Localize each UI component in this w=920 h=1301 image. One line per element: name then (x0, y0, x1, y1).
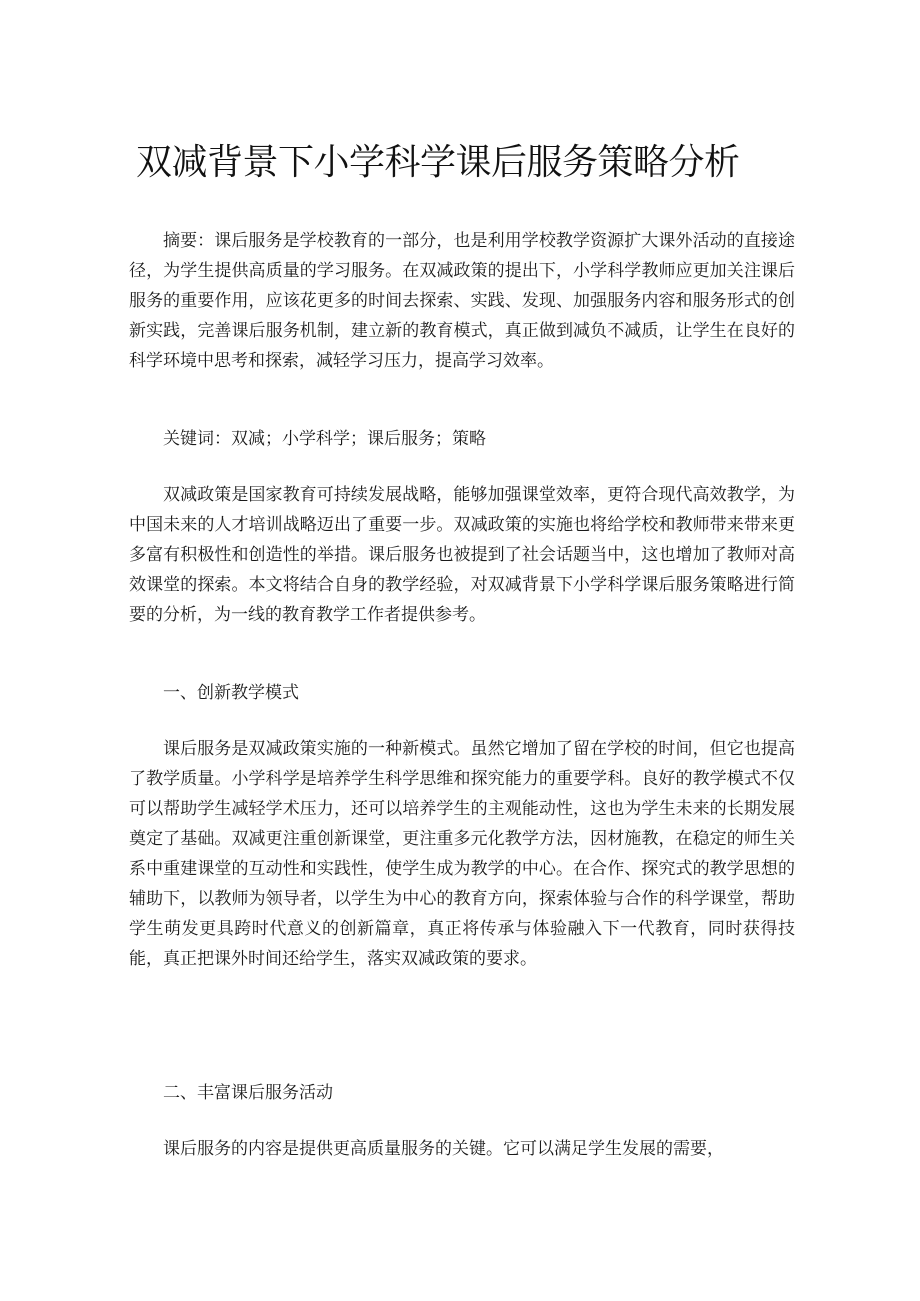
section-1-paragraph: 课后服务是双减政策实施的一种新模式。虽然它增加了留在学校的时间，但它也提高了教学质量。小学科学是培养学生科学思维和探究能力的重要学科。良好的教学模式不仅可以帮助学生减轻学术压力，还可以培养学生的主观能动性，这也为学生未来的长期发展奠定了基础。双减更注重创新课堂，更注重多元化教学方法，因材施教，在稳定的师生关系中重建课堂的互动性和实践性，使学生成为教学的中心。在合作、探究式的教学思想的辅助下，以教师为领导者，以学生为中心的教育方向，探索体验与合作的科学课堂，帮助学生萌发更具跨时代意义的创新篇章，真正将传承与体验融入下一代教育，同时获得技能，真正把课外时间还给学生，落实双减政策的要求。 (129, 739, 795, 969)
section-2-paragraph: 课后服务的内容是提供更高质量服务的关键。它可以满足学生发展的需要， (163, 1139, 724, 1159)
section-heading-2: 二、丰富课后服务活动 (163, 1083, 333, 1103)
abstract-paragraph: 摘要：课后服务是学校教育的一部分，也是利用学校教学资源扩大课外活动的直接途径，为学生提供高质量的学习服务。在双减政策的提出下，小学科学教师应更加关注课后服务的重要作用，应该花更多的时间去探索、实践、发现、加强服务内容和服务形式的创新实践，完善课后服务机制，建立新的教育模式，真正做到减负不减质，让学生在良好的科学环境中思考和探索，减轻学习压力，提高学习效率。 (129, 231, 795, 371)
section-heading-1: 一、创新教学模式 (163, 683, 299, 703)
intro-paragraph: 双减政策是国家教育可持续发展战略，能够加强课堂效率，更符合现代高效教学，为中国未来的人才培训战略迈出了重要一步。双减政策的实施也将给学校和教师带来带来更多富有积极性和创造性的举措。课后服务也被提到了社会话题当中，这也增加了教师对高效课堂的探索。本文将结合自身的教学经验，对双减背景下小学科学课后服务策略进行简要的分析，为一线的教育教学工作者提供参考。 (129, 485, 795, 625)
document-title: 双减背景下小学科学课后服务策略分析 (136, 142, 740, 183)
keywords-line: 关键词：双减；小学科学；课后服务；策略 (163, 429, 486, 449)
